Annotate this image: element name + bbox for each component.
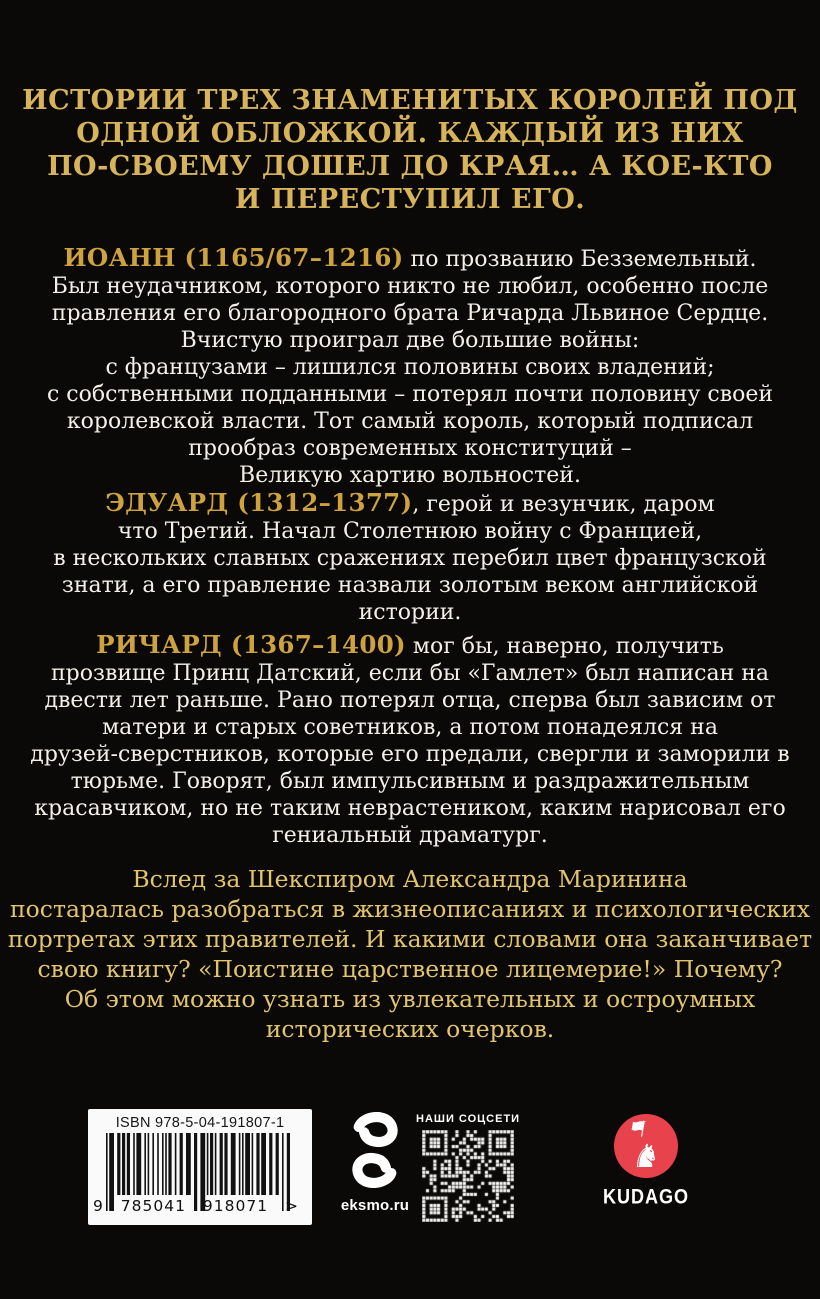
paragraph-ioann [0,244,820,489]
qr-code-icon [422,1130,514,1222]
text-line: постаралась разобраться в жизнеописаниях и психологических [9,895,811,923]
king-name-dates: ЭДУАРД (1312–1377) [105,488,413,517]
barcode-digit-group: 785041 [120,1197,186,1215]
text-line [0,489,820,518]
footer [0,1100,820,1299]
barcode-digit-group: > [284,1197,299,1215]
outro-paragraph [0,864,820,1044]
text-line: Вчистую проиграл две большие войны: [180,328,640,353]
isbn-barcode [88,1109,312,1225]
text-line: исторических очерков. [265,1015,555,1043]
text-line: свою книгу? «Поистине царственное лицемерие!» Почему? [37,955,783,983]
qr-label: НАШИ СОЦСЕТИ [416,1113,521,1125]
text-line-rest: мог бы, наверно, получить [405,634,724,659]
header-line: И ПЕРЕСТУПИЛ ЕГО. [234,184,586,215]
barcode-bars [93,1133,300,1219]
text-line: матери и старых советников, а потом понадеялся на [102,715,718,740]
kudago-horse-icon: ♞ [631,1137,661,1175]
text-line-rest: по прозванию Безземельный. [403,247,757,272]
paragraph-eduard [0,489,820,626]
text-line: Вслед за Шекспиром Александра Маринина [132,865,688,893]
kudago-badge [614,1114,678,1178]
text-line: что Третий. Начал Столетнюю войну с Францией, [117,519,703,544]
text-line: Был неудачником, которого никто не любил, особенно после [51,274,769,299]
text-line: с французами – лишился половины своих владений; [105,355,715,380]
eksmo-site-label: eksmo.ru [340,1197,410,1214]
text-line: с собственными подданными – потерял почти половину своей [46,382,774,407]
barcode-digits [93,1195,300,1215]
text-line: друзей-сверстников, которые его предали, свергли и заморили в [30,742,790,767]
king-name-dates: ИОАНН (1165/67–1216) [63,243,404,272]
barcode-digit-group: 918071 [202,1197,269,1215]
eksmo-logo [336,1112,414,1214]
header-line: ИСТОРИИ ТРЕХ ЗНАМЕНИТЫХ КОРОЛЕЙ ПОД [22,85,798,116]
text-line: истории. [358,600,462,625]
eksmo-swirl-icon [349,1112,401,1188]
text-line: гениальный драматург. [272,823,548,848]
kudago-flag-icon: ⚑ [625,1115,650,1144]
header-line: ОДНОЙ ОБЛОЖКОЙ. КАЖДЫЙ ИЗ НИХ [76,118,744,149]
isbn-number: ISBN 978-5-04-191807-1 [115,1115,285,1131]
text-line [0,244,820,273]
header-line: ПО-СВОЕМУ ДОШЕЛ ДО КРАЯ… А КОЕ-КТО [47,151,773,182]
text-line: Великую хартию вольностей. [239,463,581,488]
king-name-dates: РИЧАРД (1367–1400) [96,630,406,659]
paragraph-richard [0,631,820,849]
text-line: в нескольких славных сражениях перебил цвет французской [53,546,767,571]
social-qr [416,1113,520,1222]
kudago-logo [596,1114,696,1209]
text-line: прозвище Принц Датский, если бы «Гамлет» был написан на [50,661,770,686]
text-line: правления его благородного брата Ричарда Львиное Сердце. [51,301,769,326]
barcode-digit-group: 9 [93,1197,104,1215]
text-line: красавчиком, но не таким неврастеником, каким нарисовал его [34,796,786,821]
text-line: тюрьме. Говорят, был импульсивным и раздражительным [70,769,750,794]
text-line: знати, а его правление назвали золотым веком английской [61,573,759,598]
kudago-label: KUDAGO [603,1185,689,1210]
text-line: портретах этих правителей. И какими словами она заканчивает [7,925,813,953]
text-line: прообраз современных конституций – [188,436,632,461]
text-line: королевской власти. Тот самый король, который подписал [66,409,754,434]
text-line-rest: , герой и везунчик, даром [412,492,715,517]
text-line [0,631,820,660]
text-line: двести лет раньше. Рано потерял отца, сперва был зависим от [44,688,776,713]
text-line: Об этом можно узнать из увлекательных и остроумных [64,985,756,1013]
header-quote [0,84,820,216]
